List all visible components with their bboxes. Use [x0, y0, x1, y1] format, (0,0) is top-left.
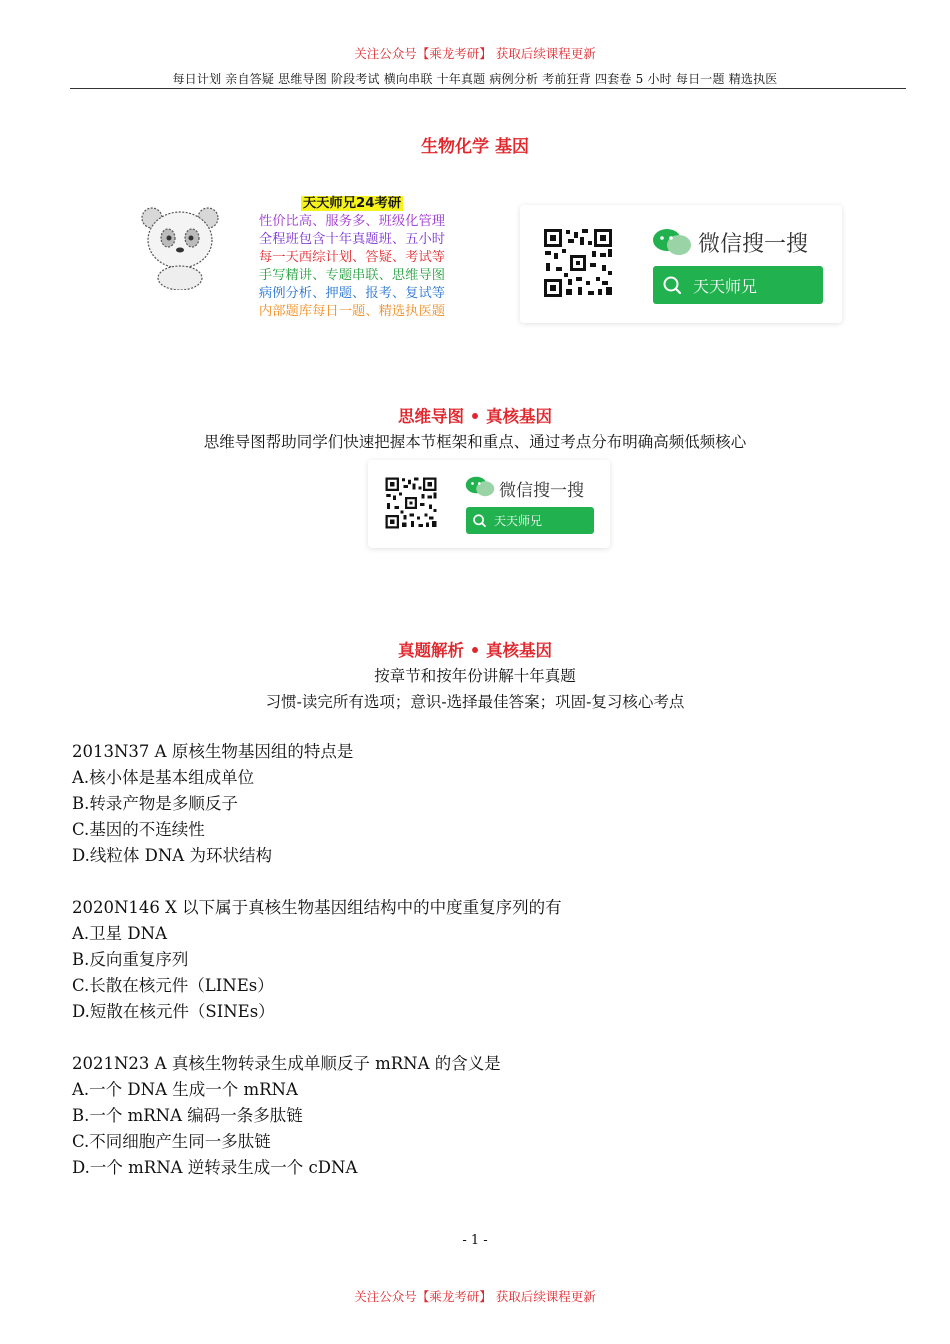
question-option: B.一个 mRNA 编码一条多肽链: [72, 1106, 303, 1125]
panda-icon: [138, 204, 222, 290]
qr-code-icon: [384, 476, 438, 530]
question-option: B.转录产物是多顺反子: [72, 794, 238, 813]
question-stem: 2013N37 A 原核生物基因组的特点是: [72, 742, 354, 761]
question-2: [72, 895, 562, 1025]
question-1: [72, 739, 353, 869]
mindmap-subtitle: 思维导图帮助同学们快速把握本节框架和重点、通过考点分布明确高频低频核心: [203, 433, 747, 451]
question-option: C.基因的不连续性: [72, 820, 205, 839]
question-option: A.卫星 DNA: [72, 924, 167, 943]
wechat-search-card[interactable]: [520, 205, 842, 323]
promo-line: 性价比高、服务多、班级化管理: [258, 214, 446, 229]
page-title: 生物化学 基因: [421, 137, 529, 157]
question-option: C.不同细胞产生同一多肽链: [72, 1132, 271, 1151]
header-note: 关注公众号【乘龙考研】 获取后续课程更新: [354, 46, 596, 61]
promo-line: 病例分析、押题、报考、复试等: [258, 286, 446, 301]
question-option: A.一个 DNA 生成一个 mRNA: [72, 1080, 298, 1099]
wechat-icon: [652, 227, 692, 257]
wechat-search-label: 微信搜一搜: [499, 481, 584, 501]
wechat-icon: [465, 475, 495, 498]
promo-heading: 天天师兄24考研: [302, 196, 402, 211]
question-option: D.线粒体 DNA 为环状结构: [72, 846, 272, 865]
analysis-subtitle-1: 按章节和按年份讲解十年真题: [374, 667, 576, 685]
question-option: D.一个 mRNA 逆转录生成一个 cDNA: [72, 1158, 358, 1177]
wechat-account-name: 天天师兄: [494, 514, 543, 528]
question-option: C.长散在核元件（LINEs）: [72, 976, 274, 995]
header-divider: [70, 88, 906, 89]
promo-line: 全程班包含十年真题班、五小时: [258, 232, 446, 247]
analysis-title: 真题解析 • 真核基因: [397, 641, 553, 660]
qr-code-icon: [542, 227, 614, 299]
promo-line: 每一天西综计划、答疑、考试等: [258, 250, 446, 265]
wechat-search-card-small[interactable]: [368, 460, 610, 548]
mindmap-title: 思维导图 • 真核基因: [397, 407, 553, 426]
page-number: - 1 -: [462, 1233, 488, 1248]
promo-line: 手写精讲、专题串联、思维导图: [258, 268, 446, 283]
question-option: B.反向重复序列: [72, 950, 189, 969]
wechat-account-button[interactable]: [466, 507, 594, 534]
footer-note: 关注公众号【乘龙考研】 获取后续课程更新: [354, 1289, 596, 1304]
header-nav: 每日计划 亲自答疑 思维导图 阶段考试 横向串联 十年真题 病例分析 考前狂背 四套卷 5 小时 每日一题 精选执医: [172, 72, 778, 86]
question-3: [72, 1051, 501, 1181]
wechat-account-name: 天天师兄: [693, 276, 758, 296]
question-stem: 2020N146 X 以下属于真核生物基因组结构中的中度重复序列的有: [72, 898, 562, 917]
analysis-subtitle-2: 习惯-读完所有选项；意识-选择最佳答案；巩固-复习核心考点: [265, 693, 685, 711]
promo-line: 内部题库每日一题、精选执医题: [258, 304, 446, 319]
question-option: A.核小体是基本组成单位: [72, 768, 255, 787]
promo-block: [232, 195, 472, 321]
question-stem: 2021N23 A 真核生物转录生成单顺反子 mRNA 的含义是: [72, 1054, 501, 1073]
search-icon: [653, 266, 693, 304]
question-option: D.短散在核元件（SINEs）: [72, 1002, 275, 1021]
wechat-search-label: 微信搜一搜: [698, 232, 809, 257]
search-icon: [466, 507, 494, 534]
wechat-account-button[interactable]: [653, 266, 823, 304]
